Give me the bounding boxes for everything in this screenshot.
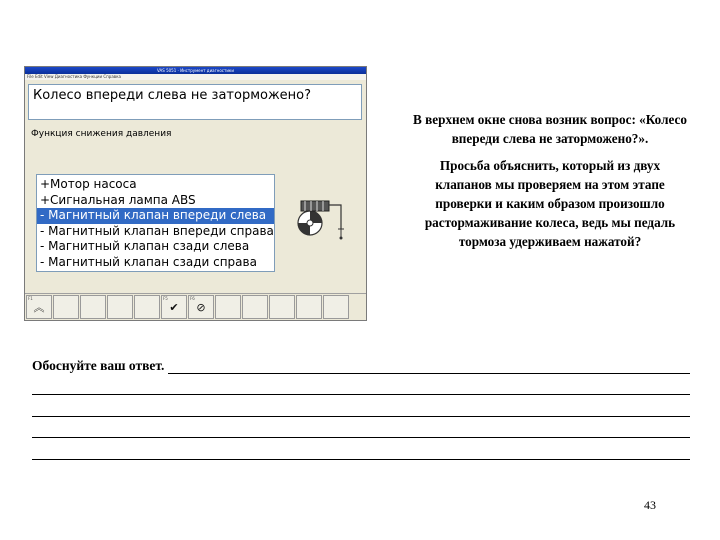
list-item[interactable]: - Магнитный клапан сзади справа (40, 254, 257, 269)
menu-bar[interactable]: File Edit View Диагностика Функции Справка (25, 74, 366, 80)
function-key-7[interactable] (188, 295, 214, 319)
hydraulic-unit-icon (295, 197, 351, 243)
function-key-5[interactable] (134, 295, 160, 319)
function-key-11[interactable] (296, 295, 322, 319)
answer-area (32, 355, 690, 463)
function-key-1[interactable] (26, 295, 52, 319)
section-label: Функция снижения давления (31, 129, 172, 139)
question-box (28, 84, 362, 120)
function-key-6[interactable] (161, 295, 187, 319)
cancel-icon: ⊘ (196, 300, 206, 314)
list-item[interactable]: - Магнитный клапан сзади слева (40, 239, 250, 254)
answer-prompt: Обоснуйте ваш ответ. (32, 358, 168, 374)
up-arrow-icon: ︽ (33, 301, 45, 314)
window-title: VAS 5051 · Инструмент диагностики (25, 67, 366, 74)
function-key-bar (25, 293, 366, 321)
function-key-4[interactable] (107, 295, 133, 319)
function-key-10[interactable] (269, 295, 295, 319)
function-key-label: F1 (28, 296, 33, 301)
function-key-label: F5 (163, 296, 168, 301)
answer-line[interactable] (32, 377, 690, 399)
answer-line[interactable] (32, 355, 690, 377)
function-key-2[interactable] (53, 295, 79, 319)
function-key-9[interactable] (242, 295, 268, 319)
answer-line[interactable] (32, 398, 690, 420)
answer-line[interactable] (32, 441, 690, 463)
list-item[interactable]: +Мотор насоса (40, 177, 137, 191)
page-number: 43 (644, 498, 656, 512)
diagnostic-screenshot (24, 66, 367, 321)
list-item[interactable]: +Сигнальная лампа ABS (40, 192, 196, 207)
explanation-paragraph-2: Просьба объяснить, который из двух клапанов мы проверяем на этом этапе проверки и каким образом произошло растормаживание колеса, ведь мы педаль тормоза удерживаем нажатой? (424, 158, 676, 249)
question-text: Колесо впереди слева не заторможено? (33, 88, 312, 103)
list-item[interactable]: - Магнитный клапан впереди слева (37, 208, 274, 224)
function-key-3[interactable] (80, 295, 106, 319)
function-listbox[interactable] (36, 174, 275, 272)
function-key-12[interactable] (323, 295, 349, 319)
function-key-8[interactable] (215, 295, 241, 319)
checkmark-icon: ✔ (169, 300, 179, 314)
explanation-paragraph-1: В верхнем окне снова возник вопрос: «Колесо впереди слева не заторможено?». (413, 112, 687, 146)
explanation-block (412, 110, 688, 259)
list-item[interactable]: - Магнитный клапан впереди справа (40, 223, 274, 238)
function-key-label: F6 (190, 296, 195, 301)
answer-line[interactable] (32, 420, 690, 442)
